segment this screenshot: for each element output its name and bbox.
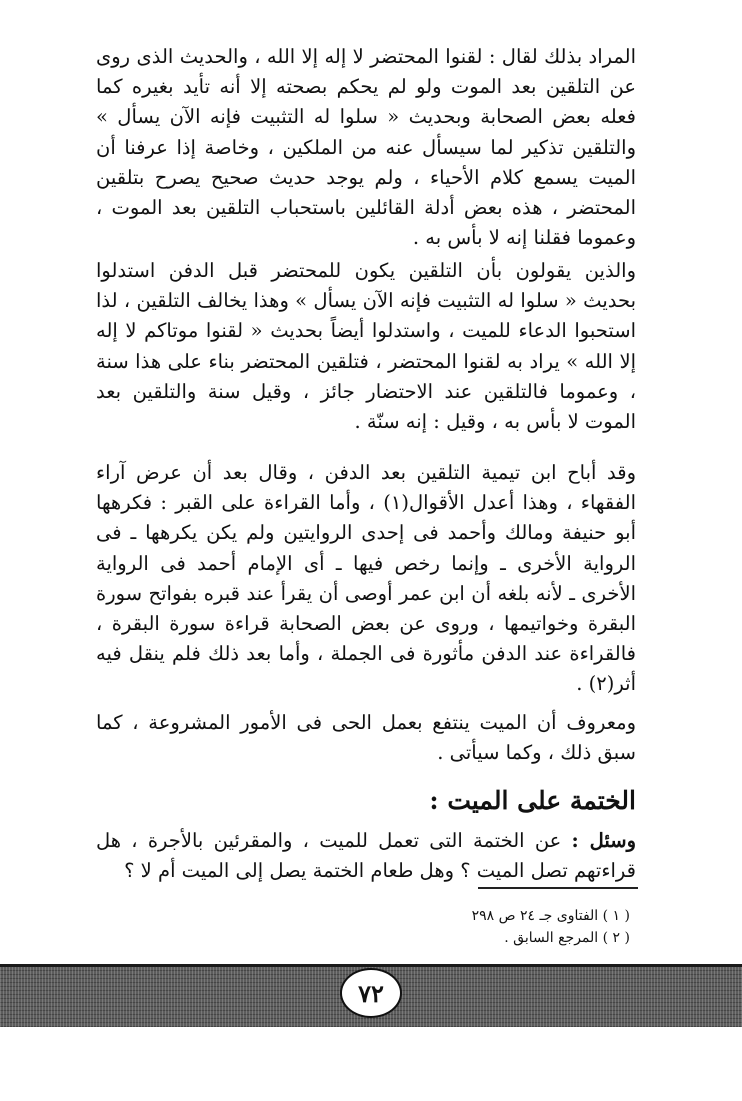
paragraph-text: والذين يقولون بأن التلقين يكون للمحتضر قبل الدفن استدلوا بحديث « سلوا له التثبيت فإنه الآن يسأل » وهذا يخالف التلقين ، لذا استحبوا الدعاء للميت ، واستدلوا أيضاً بحديث « لقنوا موتاكم لا إله إلا الله » يراد به لقنوا المحتضر ، فتلقين المحتضر بناء على هذا سنة ، وعموما فالتلقين عند الاحتضار جائز ، وقيل سنة والتلقين بعد الموت لا بأس به ، وقيل : إنه سنّة . [96, 259, 636, 434]
paragraph-2 [96, 256, 636, 437]
page-number: ٧٢ [340, 968, 402, 1018]
footnote-1: ( ١ ) الفتاوى جـ ٢٤ ص ٢٩٨ [471, 908, 630, 924]
paragraph-4 [96, 708, 636, 768]
paragraph-1 [96, 42, 636, 253]
section-heading: الختمة على الميت : [429, 786, 636, 815]
footnote-2: ( ٢ ) المرجع السابق . [504, 930, 630, 946]
paragraph-text: وقد أباح ابن تيمية التلقين بعد الدفن ، وقال بعد أن عرض آراء الفقهاء ، وهذا أعدل الأقوال(١) ، وأما القراءة على القبر : فكرهها أبو حنيفة ومالك وأحمد فى إحدى الروايتين ولم يكن يكرهها ـ فى الرواية الأخرى ـ وإنما رخص فيها ـ أى الإمام أحمد فى الرواية الأخرى ـ لأنه بلغه أن ابن عمر أوصى أن يقرأ عند قبره بفواتح سورة البقرة وخواتيمها ، وروى عن بعض الصحابة قراءة سورة البقرة ، فالقراءة عند الدفن مأثورة فى الجملة ، وأما بعد ذلك فلم ينقل فيه أثر(٢) . [96, 461, 636, 696]
question-body: عن الختمة التى تعمل للميت ، والمقرئين بالأجرة ، هل قراءتهم تصل الميت ؟ وهل طعام الختمة يصل إلى الميت أم لا ؟ [96, 829, 636, 882]
question-label: وسئل : [571, 829, 636, 852]
footnotes [300, 905, 630, 949]
question-paragraph [96, 826, 636, 886]
question-text [96, 826, 636, 886]
footnote-divider [478, 887, 638, 889]
paragraph-3 [96, 458, 636, 700]
paragraph-text: ومعروف أن الميت ينتفع بعمل الحى فى الأمور المشروعة ، كما سبق ذلك ، وكما سيأتى . [96, 711, 636, 765]
paragraph-text: المراد بذلك لقال : لقنوا المحتضر لا إله إلا الله ، والحديث الذى روى عن التلقين بعد الموت ولو لم يحكم بصحته إلا أنه تأيد بغيره كما فعله بعض الصحابة وبحديث « سلوا له التثبيت فإنه الآن يسأل » والتلقين تذكير لما سيسأل عنه من الملكين ، وخاصة إذا عرفنا أن الميت يسمع كلام الأحياء ، ولم يوجد حديث صحيح يصرح بتلقين المحتضر ، هذه بعض أدلة القائلين باستحباب التلقين بعد الموت ، وعموما فقلنا إنه لا بأس به . [96, 45, 636, 250]
